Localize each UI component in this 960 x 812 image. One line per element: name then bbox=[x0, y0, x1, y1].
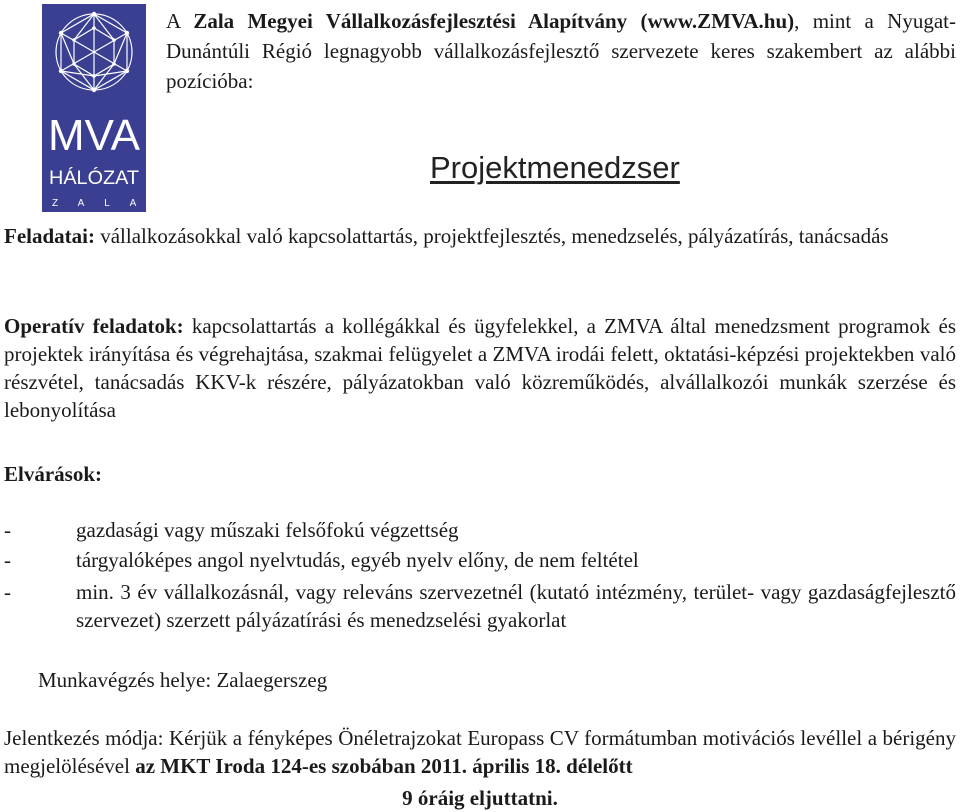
operative-label: Operatív feladatok: bbox=[4, 314, 184, 338]
intro-paragraph bbox=[166, 6, 956, 96]
logo-zala-letter: Z bbox=[51, 198, 59, 209]
requirement-text: gazdasági vagy műszaki felsőfokú végzettség bbox=[76, 518, 459, 542]
application-paragraph bbox=[4, 724, 956, 780]
requirement-text: tárgyalóképes angol nyelvtudás, egyéb nyelv előny, de nem feltétel bbox=[76, 548, 639, 572]
organization-name: Zala Megyei Vállalkozásfejlesztési Alapítvány (www.ZMVA.hu) bbox=[193, 9, 795, 33]
application-deadline-end: 9 óráig eljuttatni. bbox=[402, 786, 558, 810]
application-deadline: az MKT Iroda 124-es szobában 2011. április 18. délelőtt bbox=[135, 754, 633, 778]
workplace-line: Munkavégzés helye: Zalaegerszeg bbox=[38, 668, 328, 692]
requirements-heading: Elvárások: bbox=[4, 462, 103, 486]
tasks-paragraph bbox=[4, 222, 956, 250]
list-dash: - bbox=[4, 580, 11, 604]
logo-zala-letter: A bbox=[77, 198, 85, 209]
list-dash: - bbox=[4, 548, 11, 572]
tasks-label: Feladatai: bbox=[4, 224, 95, 248]
logo-brand-text: MVA bbox=[48, 111, 141, 160]
mva-halozat-zala-logo bbox=[42, 4, 146, 212]
logo-zala-letter: A bbox=[129, 198, 137, 209]
operative-paragraph bbox=[4, 312, 956, 424]
position-title: Projektmenedzser bbox=[430, 150, 680, 185]
requirement-text: min. 3 év vállalkozásnál, vagy releváns szervezetnél (kutató intézmény, terület- vagy gazdaságfejlesztő szervezet) szerzett pályázatírási és menedzselési gyakorlat bbox=[76, 580, 956, 632]
intro-rest: , mint a Nyugat-Dunántúli Régió legnagyobb vállalkozásfejlesztő szervezete keres szakembert az alábbi pozícióba: bbox=[166, 9, 956, 93]
list-dash: - bbox=[4, 518, 11, 542]
logo-zala-letter: L bbox=[104, 198, 110, 209]
tasks-text: vállalkozásokkal való kapcsolattartás, projektfejlesztés, menedzselés, pályázatírás, tanácsadás bbox=[94, 224, 889, 248]
intro-lead: A bbox=[166, 9, 194, 33]
application-lead: Jelentkezés módja: Kérjük a fényképes Önéletrajzokat Europass CV formátumban motivációs levéllel a bérigény megjelölésével bbox=[4, 726, 956, 778]
logo-network-text: HÁLÓZAT bbox=[49, 168, 136, 189]
operative-text: kapcsolattartás a kollégákkal és ügyfelekkel, a ZMVA által menedzsment programok és projektek irányítása és végrehajtása, szakmai felügyelet a ZMVA irodái felett, oktatási-képzési projektekben való részvétel, tanácsadás KKV-k részére, pályázatokban való közreműködés, alvállalkozói munkák szerzése és lebonyolítása bbox=[4, 314, 956, 422]
